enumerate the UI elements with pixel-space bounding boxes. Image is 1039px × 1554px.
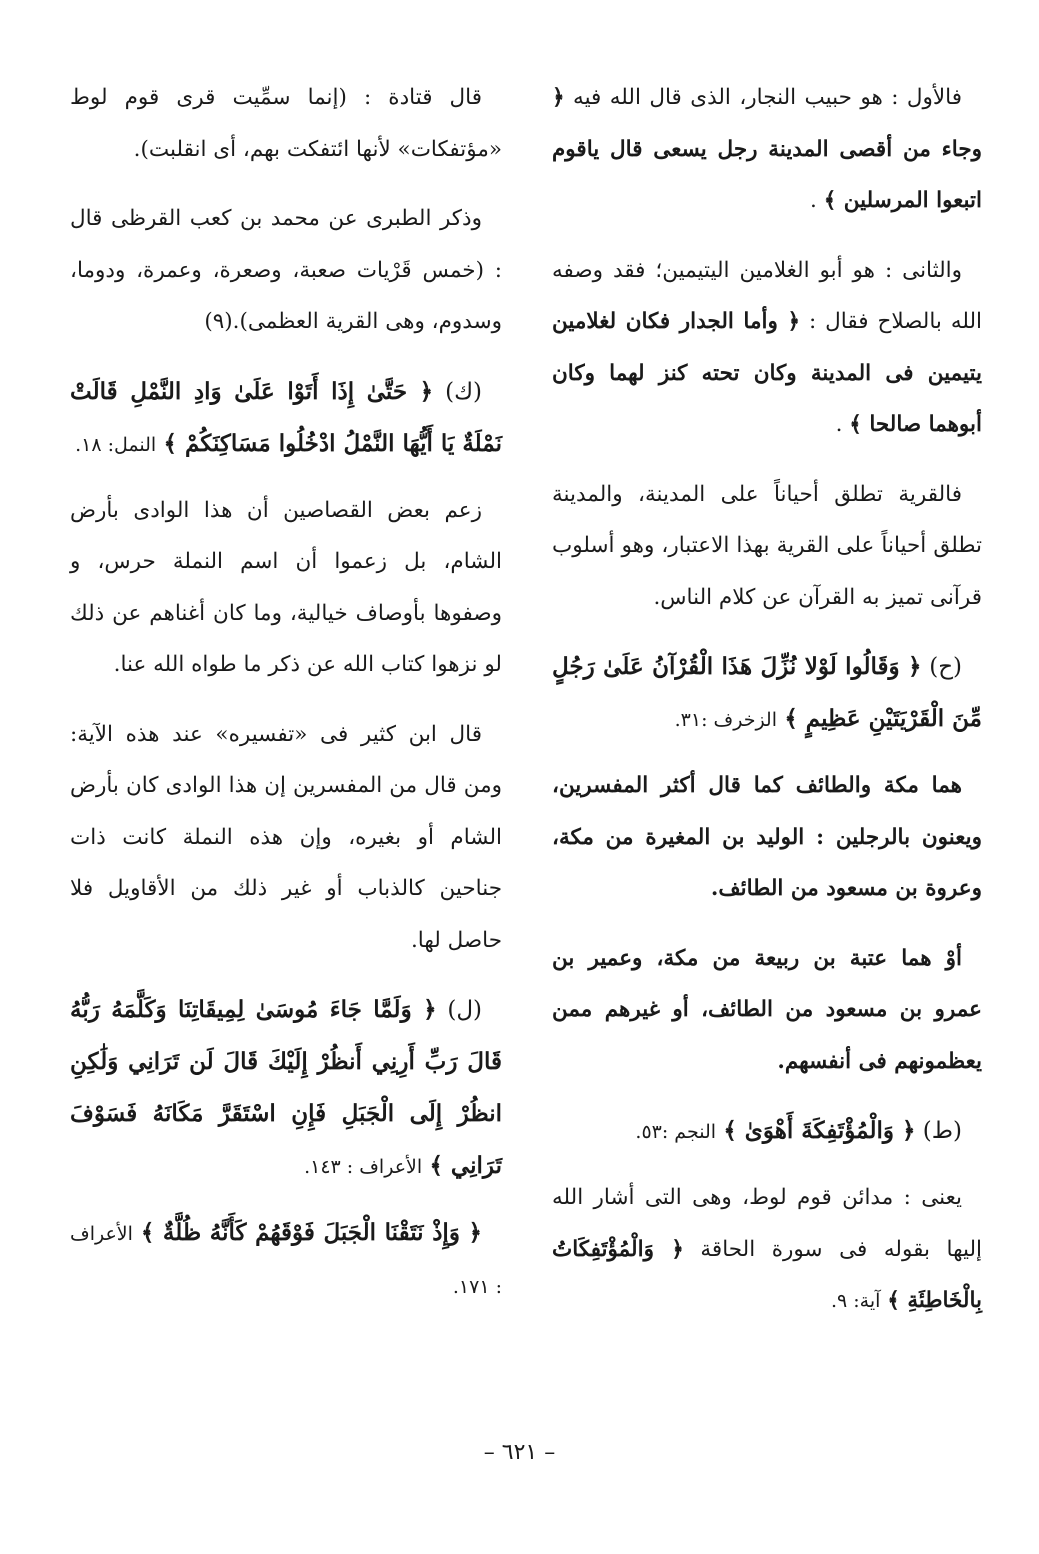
verse-reference: آية: ٩. xyxy=(830,1290,881,1312)
verse-reference: الأعراف : ١٤٣. xyxy=(304,1156,423,1178)
verse-marker: (ل) xyxy=(447,997,483,1023)
paragraph-text: والثانى : هو أبو الغلامين اليتيمين؛ فقد وصفه الله بالصلاح فقال : xyxy=(552,257,982,334)
paragraph-text: يعنى : مدائن قوم لوط، وهى التى أشار الله إليها بقوله فى سورة الحاقة xyxy=(552,1185,982,1262)
quran-quote: ﴿ حَتَّىٰ إِذَا أَتَوْا عَلَىٰ وَادِ النَّمْلِ قَالَتْ نَمْلَةٌ يَا أَيُّهَا النَّمْلُ ادْخُلُوا مَسَاكِنَكُمْ ﴾ xyxy=(70,377,502,457)
verse-reference: الأعراف : ١٧١. xyxy=(70,1223,502,1298)
verse-t xyxy=(552,1105,982,1158)
verse-marker: (ط) xyxy=(922,1118,962,1144)
quran-quote: ﴿ وَالْمُؤْتَفِكَةَ أَهْوَىٰ ﴾ xyxy=(723,1117,916,1144)
paragraph-alternative: أوْ هما عتبة بن ربيعة من مكة، وعمير بن عمرو بن مسعود من الطائف، أو غيرهم ممن يعظمونهم فى أنفسهم. xyxy=(552,945,982,1074)
paragraph-second-orphans xyxy=(552,245,982,451)
quran-quote: ﴿ وَلَمَّا جَاءَ مُوسَىٰ لِمِيقَاتِنَا وَكَلَّمَهُ رَبُّهُ قَالَ رَبِّ أَرِنِي أَنظُرْ إِلَيْكَ قَالَ لَن تَرَانِي وَلَٰكِنِ انظُرْ إِلَى الْجَبَلِ فَإِنِ اسْتَقَرَّ مَكَانَهُ فَسَوْفَ تَرَانِي ﴾ xyxy=(70,996,502,1179)
verse-marker: (ح) xyxy=(929,654,963,680)
verse-reference: الزخرف :٣١. xyxy=(674,709,777,731)
verse-reference: النجم :٥٣. xyxy=(635,1121,717,1143)
quran-quote: ﴿ وَإِذْ نَتَقْنَا الْجَبَلَ فَوْقَهُمْ كَأَنَّهُ ظُلَّةٌ ﴾ xyxy=(140,1219,483,1246)
verse-k xyxy=(70,366,502,471)
quran-quote: ﴿ وجاء من أقصى المدينة رجل يسعى قال ياقوم اتبعوا المرسلين ﴾ xyxy=(552,85,982,213)
paragraph-lot-cities xyxy=(552,1172,982,1328)
paragraph-qatada: قال قتادة : (إنما سمِّيت قرى قوم لوط «مؤتفكات» لأنها ائتفكت بهم، أى انقلبت). xyxy=(70,85,502,162)
paragraph-ibn-kathir: قال ابن كثير فى «تفسيره» عند هذه الآية: ومن قال من المفسرين إن هذا الوادى كان بأرض الشام أو بغيره، وإن هذه النملة كانت ذات جناحين كالذباب أو غير ذلك من الأقاويل فلا حاصل لها. xyxy=(70,721,502,953)
verse-marker: (ك) xyxy=(445,378,483,405)
paragraph-storytellers: زعم بعض القصاصين أن هذا الوادى بأرض الشام، بل زعموا أن اسم النملة حرس، و وصفوها بأوصاف خيالية، وما كان أغناهم عن ذلك لو نزهوا كتاب الله عن ذكر ما طواه الله عنا. xyxy=(70,497,502,677)
left-column xyxy=(70,72,502,1327)
paragraph-tabari: وذكر الطبرى عن محمد بن كعب القرظى قال : (خمس قَرْيات صعبة، وصعرة، وعمرة، ودوما، وسدوم، وهى القرية العظمى).(٩) xyxy=(70,206,502,334)
paragraph-tail: . xyxy=(810,188,817,213)
paragraph-tail: . xyxy=(835,412,843,437)
quran-quote: ﴿ وَالْمُؤْتَفِكَاتُ بِالْخَاطِئَةِ ﴾ xyxy=(552,1236,982,1313)
paragraph-text: فالأول : هو حبيب النجار، الذى قال الله فيه xyxy=(573,85,962,110)
quran-quote: ﴿ وَقَالُوا لَوْلا نُزِّلَ هَذَا الْقُرْآنُ عَلَىٰ رَجُلٍ مِّنَ الْقَرْيَتَيْنِ عَظِيمٍ ﴾ xyxy=(552,653,982,732)
page-number: – ٦٢١ – xyxy=(483,1440,556,1465)
verse-reference: النمل: ١٨. xyxy=(75,433,157,456)
verse-l xyxy=(70,984,502,1193)
paragraph-village-city: فالقرية تطلق أحياناً على المدينة، والمدينة تطلق أحياناً على القرية بهذا الاعتبار، وهو أسلوب قرآنى تميز به القرآن عن كلام الناس. xyxy=(552,481,982,610)
paragraph-two-cities: هما مكة والطائف كما قال أكثر المفسرين، ويعنون بالرجلين : الوليد بن المغيرة من مكة، وعروة بن مسعود من الطائف. xyxy=(552,773,982,901)
paragraph-first-man xyxy=(552,72,982,227)
quran-quote: ﴿ وأما الجدار فكان لغلامين يتيمين فى المدينة وكان تحته كنز لهما وكان أبوهما صالحا ﴾ xyxy=(552,309,982,437)
verse-l-second xyxy=(70,1207,502,1313)
right-column xyxy=(552,72,982,1346)
verse-h xyxy=(552,641,982,746)
